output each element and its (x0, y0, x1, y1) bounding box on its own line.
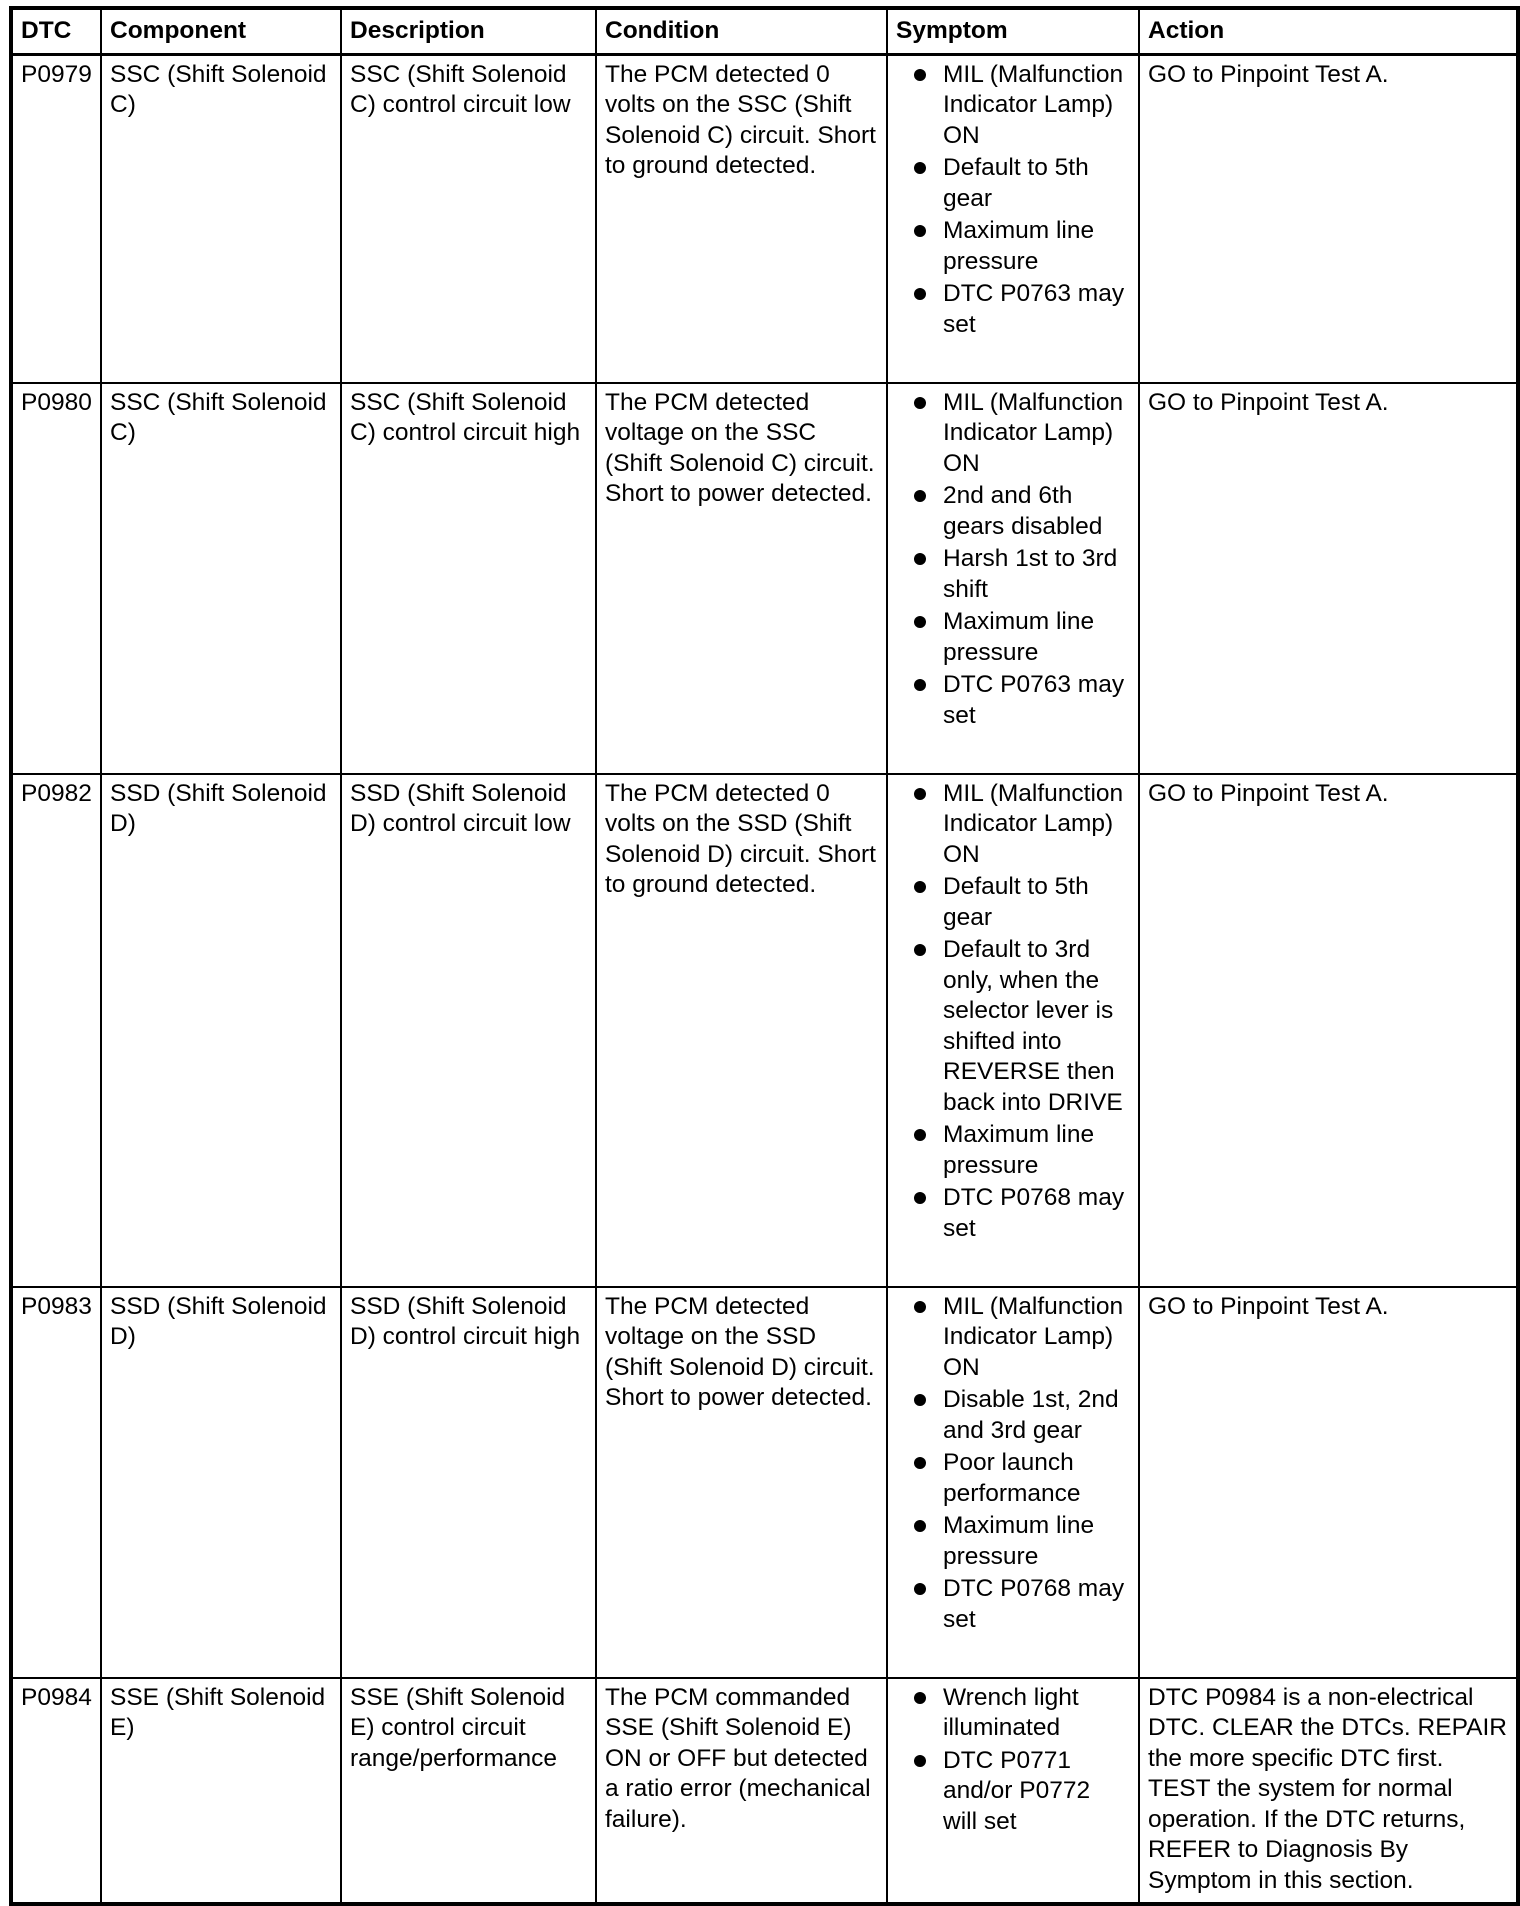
cell-dtc: P0982 (11, 774, 101, 1287)
symptom-list (896, 1683, 1130, 1838)
cell-action: GO to Pinpoint Test A. (1139, 54, 1518, 383)
symptom-item: Default to 5th gear (896, 872, 1130, 933)
cell-action: DTC P0984 is a non-electrical DTC. CLEAR the DTCs. REPAIR the more specific DTC first. TEST the system for normal operation. If the DTC returns, REFER to Diagnosis By Symptom in this section. (1139, 1678, 1518, 1905)
cell-description: SSE (Shift Solenoid E) control circuit range/performance (341, 1678, 596, 1905)
cell-symptom (887, 1678, 1139, 1905)
cell-condition: The PCM detected voltage on the SSD (Shift Solenoid D) circuit. Short to power detected. (596, 1287, 887, 1678)
header-dtc: DTC (11, 8, 101, 54)
cell-action: GO to Pinpoint Test A. (1139, 383, 1518, 774)
symptom-item: MIL (Malfunction Indicator Lamp) ON (896, 779, 1130, 871)
cell-action: GO to Pinpoint Test A. (1139, 1287, 1518, 1678)
cell-symptom (887, 54, 1139, 383)
dtc-table (9, 6, 1520, 1906)
header-component: Component (101, 8, 341, 54)
cell-symptom (887, 1287, 1139, 1678)
cell-component: SSC (Shift Solenoid C) (101, 383, 341, 774)
symptom-item: Harsh 1st to 3rd shift (896, 544, 1130, 605)
cell-component: SSC (Shift Solenoid C) (101, 54, 341, 383)
table-row (11, 383, 1518, 774)
cell-description: SSC (Shift Solenoid C) control circuit low (341, 54, 596, 383)
header-action: Action (1139, 8, 1518, 54)
cell-condition: The PCM commanded SSE (Shift Solenoid E) ON or OFF but detected a ratio error (mechanical failure). (596, 1678, 887, 1905)
dtc-table-container (9, 6, 1520, 1906)
symptom-list (896, 779, 1130, 1245)
cell-component: SSD (Shift Solenoid D) (101, 774, 341, 1287)
symptom-item: MIL (Malfunction Indicator Lamp) ON (896, 1292, 1130, 1384)
cell-condition: The PCM detected 0 volts on the SSD (Shift Solenoid D) circuit. Short to ground detected. (596, 774, 887, 1287)
table-row (11, 1287, 1518, 1678)
symptom-item: Maximum line pressure (896, 1511, 1130, 1572)
cell-condition: The PCM detected voltage on the SSC (Shift Solenoid C) circuit. Short to power detected. (596, 383, 887, 774)
symptom-item: MIL (Malfunction Indicator Lamp) ON (896, 60, 1130, 152)
header-condition: Condition (596, 8, 887, 54)
cell-component: SSE (Shift Solenoid E) (101, 1678, 341, 1905)
symptom-item: DTC P0768 may set (896, 1574, 1130, 1635)
header-description: Description (341, 8, 596, 54)
cell-component: SSD (Shift Solenoid D) (101, 1287, 341, 1678)
symptom-item: Maximum line pressure (896, 607, 1130, 668)
table-row (11, 1678, 1518, 1905)
cell-dtc: P0983 (11, 1287, 101, 1678)
symptom-item: Default to 5th gear (896, 153, 1130, 214)
header-row (11, 8, 1518, 54)
symptom-item: Default to 3rd only, when the selector lever is shifted into REVERSE then back into DRIVE (896, 935, 1130, 1118)
cell-dtc: P0979 (11, 54, 101, 383)
symptom-item: DTC P0763 may set (896, 279, 1130, 340)
symptom-item: Disable 1st, 2nd and 3rd gear (896, 1385, 1130, 1446)
symptom-item: Maximum line pressure (896, 216, 1130, 277)
symptom-list (896, 388, 1130, 732)
symptom-item: DTC P0763 may set (896, 670, 1130, 731)
cell-description: SSD (Shift Solenoid D) control circuit low (341, 774, 596, 1287)
cell-dtc: P0984 (11, 1678, 101, 1905)
symptom-item: DTC P0768 may set (896, 1183, 1130, 1244)
cell-dtc: P0980 (11, 383, 101, 774)
symptom-item: 2nd and 6th gears disabled (896, 481, 1130, 542)
cell-symptom (887, 774, 1139, 1287)
table-row (11, 774, 1518, 1287)
symptom-item: Poor launch performance (896, 1448, 1130, 1509)
cell-action: GO to Pinpoint Test A. (1139, 774, 1518, 1287)
cell-condition: The PCM detected 0 volts on the SSC (Shift Solenoid C) circuit. Short to ground detected. (596, 54, 887, 383)
cell-description: SSC (Shift Solenoid C) control circuit high (341, 383, 596, 774)
table-row (11, 54, 1518, 383)
cell-symptom (887, 383, 1139, 774)
symptom-list (896, 1292, 1130, 1636)
symptom-item: DTC P0771 and/or P0772 will set (896, 1746, 1130, 1838)
symptom-item: Maximum line pressure (896, 1120, 1130, 1181)
symptom-item: MIL (Malfunction Indicator Lamp) ON (896, 388, 1130, 480)
cell-description: SSD (Shift Solenoid D) control circuit high (341, 1287, 596, 1678)
header-symptom: Symptom (887, 8, 1139, 54)
symptom-item: Wrench light illuminated (896, 1683, 1130, 1744)
symptom-list (896, 60, 1130, 341)
